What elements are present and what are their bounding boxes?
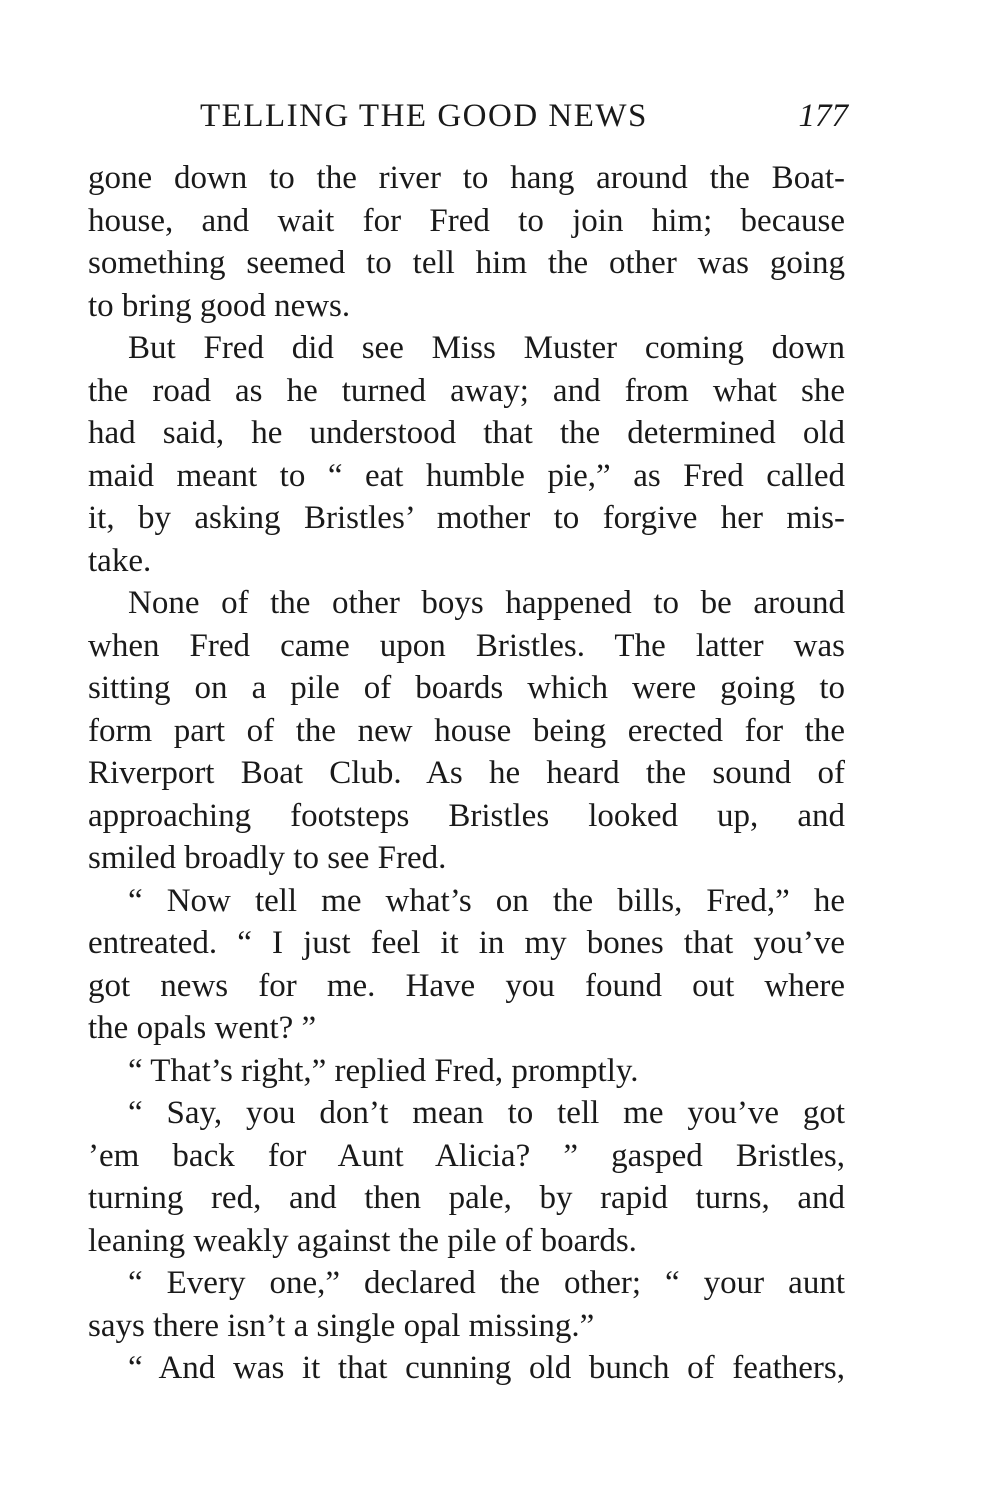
text-line: Riverport Boat Club. As he heard the sound of — [88, 755, 845, 791]
text-line: smiled broadly to see Fred. — [88, 840, 447, 876]
text-line: But Fred did see Miss Muster coming down — [128, 330, 845, 366]
text-line: leaning weakly against the pile of boards. — [88, 1222, 637, 1259]
text-line: got news for me. Have you found out where — [88, 967, 845, 1004]
text-line: entreated. “ I just feel it in my bones that you’ve — [88, 925, 845, 961]
text-line: says there isn’t a single opal missing.” — [88, 1307, 595, 1344]
text-line: “ And was it that cunning old bunch of feathers, — [128, 1350, 845, 1386]
text-line: something seemed to tell him the other was going — [88, 245, 845, 281]
text-line: gone down to the river to hang around the Boat- — [88, 160, 845, 196]
page-number: 177 — [798, 98, 848, 134]
text-line: turning red, and then pale, by rapid turns, and — [88, 1180, 845, 1216]
text-line: “ That’s right,” replied Fred, promptly. — [128, 1052, 639, 1089]
text-line: maid meant to “ eat humble pie,” as Fred called — [88, 457, 845, 494]
text-line: “ Every one,” declared the other; “ your aunt — [128, 1265, 845, 1301]
page-body-text — [88, 157, 845, 1390]
running-title: TELLING THE GOOD NEWS — [200, 98, 648, 134]
running-head — [88, 98, 848, 142]
text-line: ’em back for Aunt Alicia? ” gasped Bristles, — [88, 1137, 845, 1174]
text-line: form part of the new house being erected for the — [88, 712, 845, 749]
text-line: sitting on a pile of boards which were going to — [88, 670, 845, 706]
text-line: “ Now tell me what’s on the bills, Fred,” he — [128, 882, 845, 919]
text-line: the opals went? ” — [88, 1010, 317, 1046]
text-line: the road as he turned away; and from what she — [88, 372, 845, 409]
text-line: “ Say, you don’t mean to tell me you’ve got — [128, 1095, 845, 1131]
text-line: it, by asking Bristles’ mother to forgive her mis- — [88, 500, 845, 536]
text-line: house, and wait for Fred to join him; because — [88, 202, 845, 239]
text-line: approaching footsteps Bristles looked up, and — [88, 797, 845, 834]
text-line: None of the other boys happened to be around — [128, 585, 845, 621]
text-line: when Fred came upon Bristles. The latter was — [88, 627, 845, 664]
text-line: had said, he understood that the determined old — [88, 415, 845, 451]
text-line: to bring good news. — [88, 287, 351, 324]
text-line: take. — [88, 542, 152, 579]
